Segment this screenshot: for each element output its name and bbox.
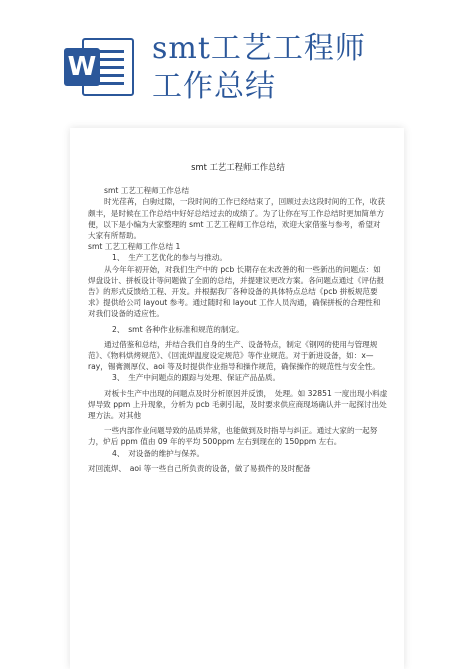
list-item-heading: 4、 对设备的维护与保养。 (112, 448, 205, 458)
word-icon (60, 34, 136, 98)
word-letter-badge: W (64, 48, 100, 86)
list-item-heading: 1、 生产工艺优化的参与与推动。 (112, 253, 227, 263)
list-item-heading: 2、 smt 各种作业标准和规范的制定。 (112, 324, 244, 334)
list-item-heading: 3、 生产中问题点的跟踪与处理、保证产品品质。 (112, 373, 281, 383)
paragraph: 对板卡生产中出现的问题点及时分析原因并反馈， 处理。如 32851 一度出现小料虚焊导致 ppm 上升现象，分析为 pcb 毛刺引起，及时要求供应商现场确认并一起探讨出处理方法。对其他 (88, 388, 388, 421)
paragraph-subtitle: smt 工艺工程师工作总结 (104, 186, 190, 196)
document-body (88, 162, 388, 474)
paragraph: 一些内部作业问题导致的品质异常，也能做到及时指导与纠正。通过大家的一起努力，炉后 ppm 值由 09 年的平均 500ppm 左右到现在的 150ppm 左右。 (88, 426, 378, 447)
paragraph: 对回流焊、 aoi 等一些自己所负责的设备，做了易损件的及时配备 (88, 463, 311, 473)
cover-title-line-2: 工作总结 (152, 69, 276, 104)
section-heading: smt 工艺工程师工作总结 1 (88, 242, 181, 252)
cover-title-line-1: smt工艺工程师 (152, 31, 366, 66)
document-page (70, 128, 404, 669)
paragraph-intro: 时光荏苒，白驹过隙，一段时间的工作已经结束了，回顾过去这段时间的工作，收获颇丰，是时候在工作总结中好好总结过去的成绩了。为了让你在写工作总结时更加简单方便，以下是小编为大家整理的 smt 工艺工程师工作总结，欢迎大家借鉴与参考，希望对大家有所帮助。 (88, 197, 385, 241)
document-title: smt 工艺工程师工作总结 (191, 162, 285, 172)
cover-banner (0, 0, 474, 120)
paragraph: 通过借鉴和总结，并结合我们自身的生产、设备特点，制定《钢网的使用与管理规范》、《物料烘烤规范》、《回流焊温度设定规范》等作业规范。对于新进设备，如：x—ray，锡膏测厚仪、aoi 等及时提供作业指导和操作规范，确保操作的规范性与安全性。 (88, 339, 380, 372)
paragraph: 从今年年初开始，对我们生产中的 pcb 长期存在未改善的和一些新出的问题点：如焊盘设计、拼板设计等问题做了全面的总结，并提建议更改方案。各问题点通过《评估报告》的形式反馈给工程、开发。并根据我厂各种设备的具体特点总结《pcb 拼板规范要求》提供给公司 layout 参考。通过随时和 layout 工作人员沟通，确保拼板的合理性和对我们设备的适应性。 (88, 264, 385, 319)
cover-title (152, 30, 452, 106)
